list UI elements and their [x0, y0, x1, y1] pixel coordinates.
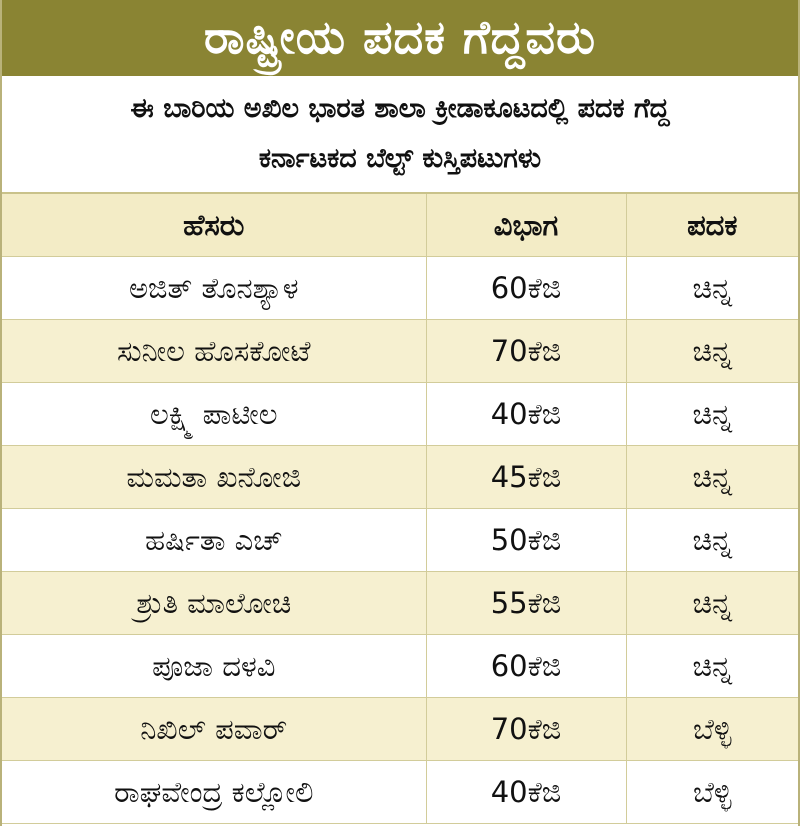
cell-name: ಸುನೀಲ ಹೊಸಕೋಟೆ [2, 320, 426, 383]
cell-category: 60ಕೆಜಿ [426, 635, 626, 698]
table-row [2, 257, 798, 320]
cell-name: ಅಜಿತ್ ತೊನಶ್ಯಾಳ [2, 257, 426, 320]
cell-name: ರಾಘವೇಂದ್ರ ಕಲ್ಲೋಲಿ [2, 761, 426, 824]
cell-name: ಪೂಜಾ ದಳವಿ [2, 635, 426, 698]
cell-category: 60ಕೆಜಿ [426, 257, 626, 320]
table-row [2, 320, 798, 383]
cell-medal: ಬೆಳ್ಳಿ [626, 761, 798, 824]
column-header-name: ಹೆಸರು [2, 194, 426, 257]
cell-name: ಹರ್ಷಿತಾ ಎಚ್ [2, 509, 426, 572]
cell-medal: ಚಿನ್ನ [626, 509, 798, 572]
table-row [2, 761, 798, 824]
subtitle-line-2: ಕರ್ನಾಟಕದ ಬೆಲ್ಟ್ ಕುಸ್ತಿಪಟುಗಳು [258, 143, 542, 174]
cell-name: ನಿಖಿಲ್ ಪವಾರ್ [2, 698, 426, 761]
cell-medal: ಚಿನ್ನ [626, 446, 798, 509]
cell-medal: ಚಿನ್ನ [626, 635, 798, 698]
table-row [2, 635, 798, 698]
cell-category: 45ಕೆಜಿ [426, 446, 626, 509]
cell-category: 40ಕೆಜಿ [426, 761, 626, 824]
cell-medal: ಚಿನ್ನ [626, 383, 798, 446]
table-row [2, 698, 798, 761]
cell-medal: ಚಿನ್ನ [626, 257, 798, 320]
subtitle-line-1: ಈ ಬಾರಿಯ ಅಖಿಲ ಭಾರತ ಶಾಲಾ ಕ್ರೀಡಾಕೂಟದಲ್ಲಿ ಪದಕ ಗೆದ್ದ [130, 93, 670, 124]
table-header-row [2, 194, 798, 257]
subtitle-block [2, 76, 798, 194]
cell-category: 55ಕೆಜಿ [426, 572, 626, 635]
cell-category: 50ಕೆಜಿ [426, 509, 626, 572]
column-header-category: ವಿಭಾಗ [426, 194, 626, 257]
table-row [2, 446, 798, 509]
cell-medal: ಚಿನ್ನ [626, 320, 798, 383]
cell-name: ಲಕ್ಷ್ಮಿ ಪಾಟೀಲ [2, 383, 426, 446]
winners-table [2, 194, 798, 824]
page-title: ರಾಷ್ಟ್ರೀಯ ಪದಕ ಗೆದ್ದವರು [203, 10, 597, 64]
cell-name: ಮಮತಾ ಖನೋಜಿ [2, 446, 426, 509]
cell-category: 70ಕೆಜಿ [426, 320, 626, 383]
title-banner [2, 0, 798, 76]
cell-medal: ಬೆಳ್ಳಿ [626, 698, 798, 761]
cell-category: 40ಕೆಜಿ [426, 383, 626, 446]
cell-medal: ಚಿನ್ನ [626, 572, 798, 635]
table-row [2, 383, 798, 446]
cell-name: ಶ್ರುತಿ ಮಾಲೋಚಿ [2, 572, 426, 635]
table-row [2, 572, 798, 635]
cell-category: 70ಕೆಜಿ [426, 698, 626, 761]
column-header-medal: ಪದಕ [626, 194, 798, 257]
table-row [2, 509, 798, 572]
